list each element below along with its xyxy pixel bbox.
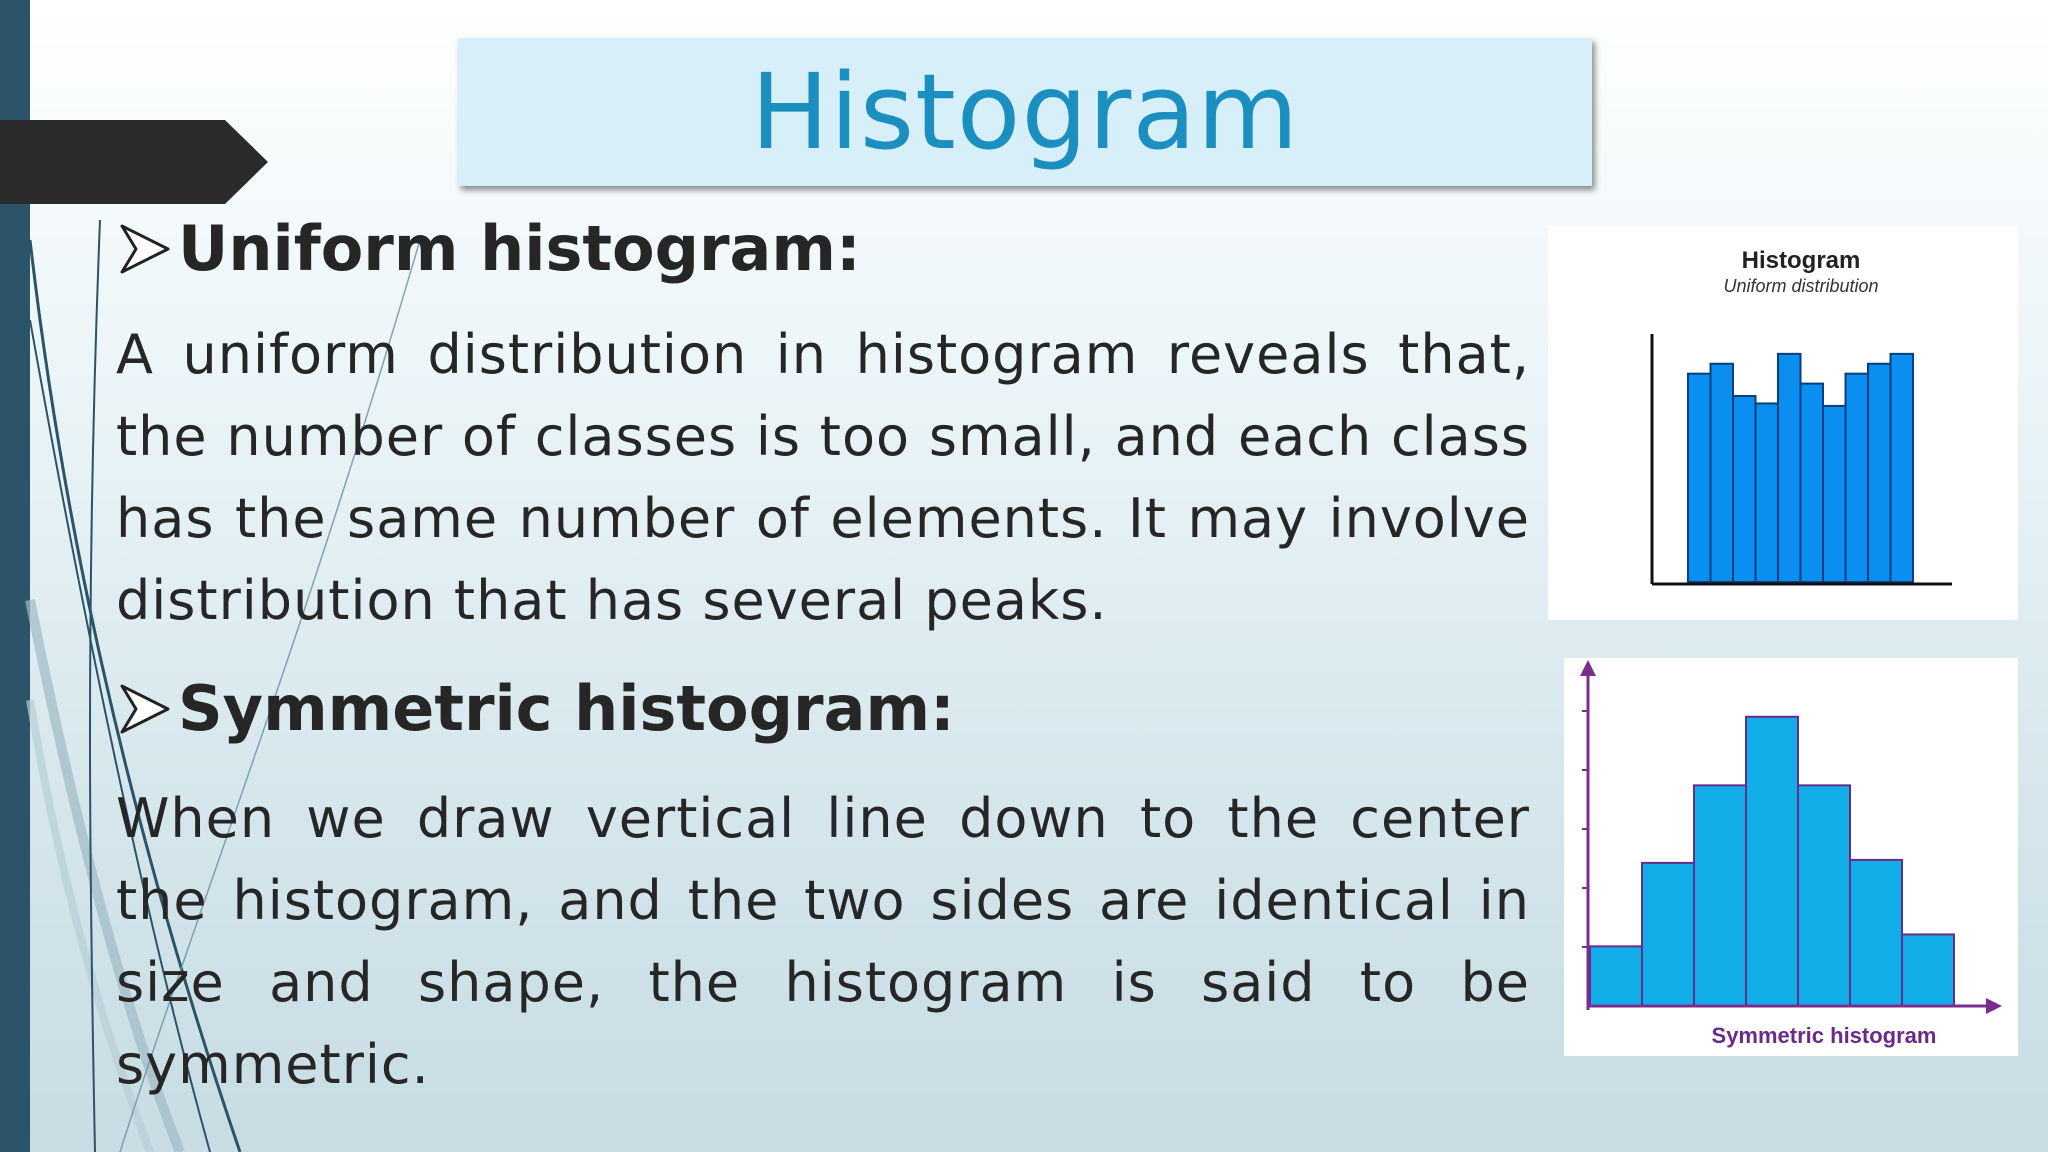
histogram-bar [1590,946,1642,1006]
histogram-bar [1891,354,1914,582]
histogram-bar [1902,934,1954,1006]
histogram-bar [1801,384,1824,582]
histogram-bar [1711,364,1734,582]
title-arrow-tab [0,120,268,204]
histogram-bar [1688,374,1711,582]
uniform-heading [118,212,861,285]
y-axis-arrow-icon [1580,660,1596,676]
histogram-bar [1798,785,1850,1006]
uniform-heading-text: Uniform histogram: [178,212,861,285]
histogram-bar [1850,860,1902,1006]
title-box [458,38,1592,186]
histogram-bar [1846,374,1869,582]
histogram-bar [1778,354,1801,582]
uniform-histogram-image [1548,226,2018,620]
x-axis-arrow-icon [1986,998,2002,1014]
symmetric-paragraph: When we draw vertical line down to the center the histogram, and the two sides are identical in size and shape, the histogram is said to be symmetric. [116,787,1530,1096]
chart-title: Histogram [1741,247,1861,274]
chart-subtitle: Uniform distribution [1723,276,1879,296]
symmetric-histogram-image [1564,658,2018,1056]
histogram-bar [1642,863,1694,1006]
slide-title: Histogram [750,51,1300,173]
histogram-bar [1756,403,1779,582]
histogram-bar [1868,364,1891,582]
uniform-paragraph: A uniform distribution in histogram reveals that, the number of classes is too small, and each class has the same number of elements. It may involve distribution that has several peaks. [116,323,1530,632]
symmetric-histogram-chart [1564,658,2018,1056]
chart-caption: Symmetric histogram [1711,1023,1937,1048]
histogram-bar [1733,396,1756,582]
uniform-histogram-chart [1548,226,2018,620]
arrow-bullet-icon [118,682,172,736]
symmetric-heading-text: Symmetric histogram: [178,672,955,745]
histogram-bar [1823,406,1846,582]
symmetric-heading [118,672,955,745]
histogram-bar [1746,717,1798,1006]
histogram-bar [1694,785,1746,1006]
arrow-bullet-icon [118,222,172,276]
